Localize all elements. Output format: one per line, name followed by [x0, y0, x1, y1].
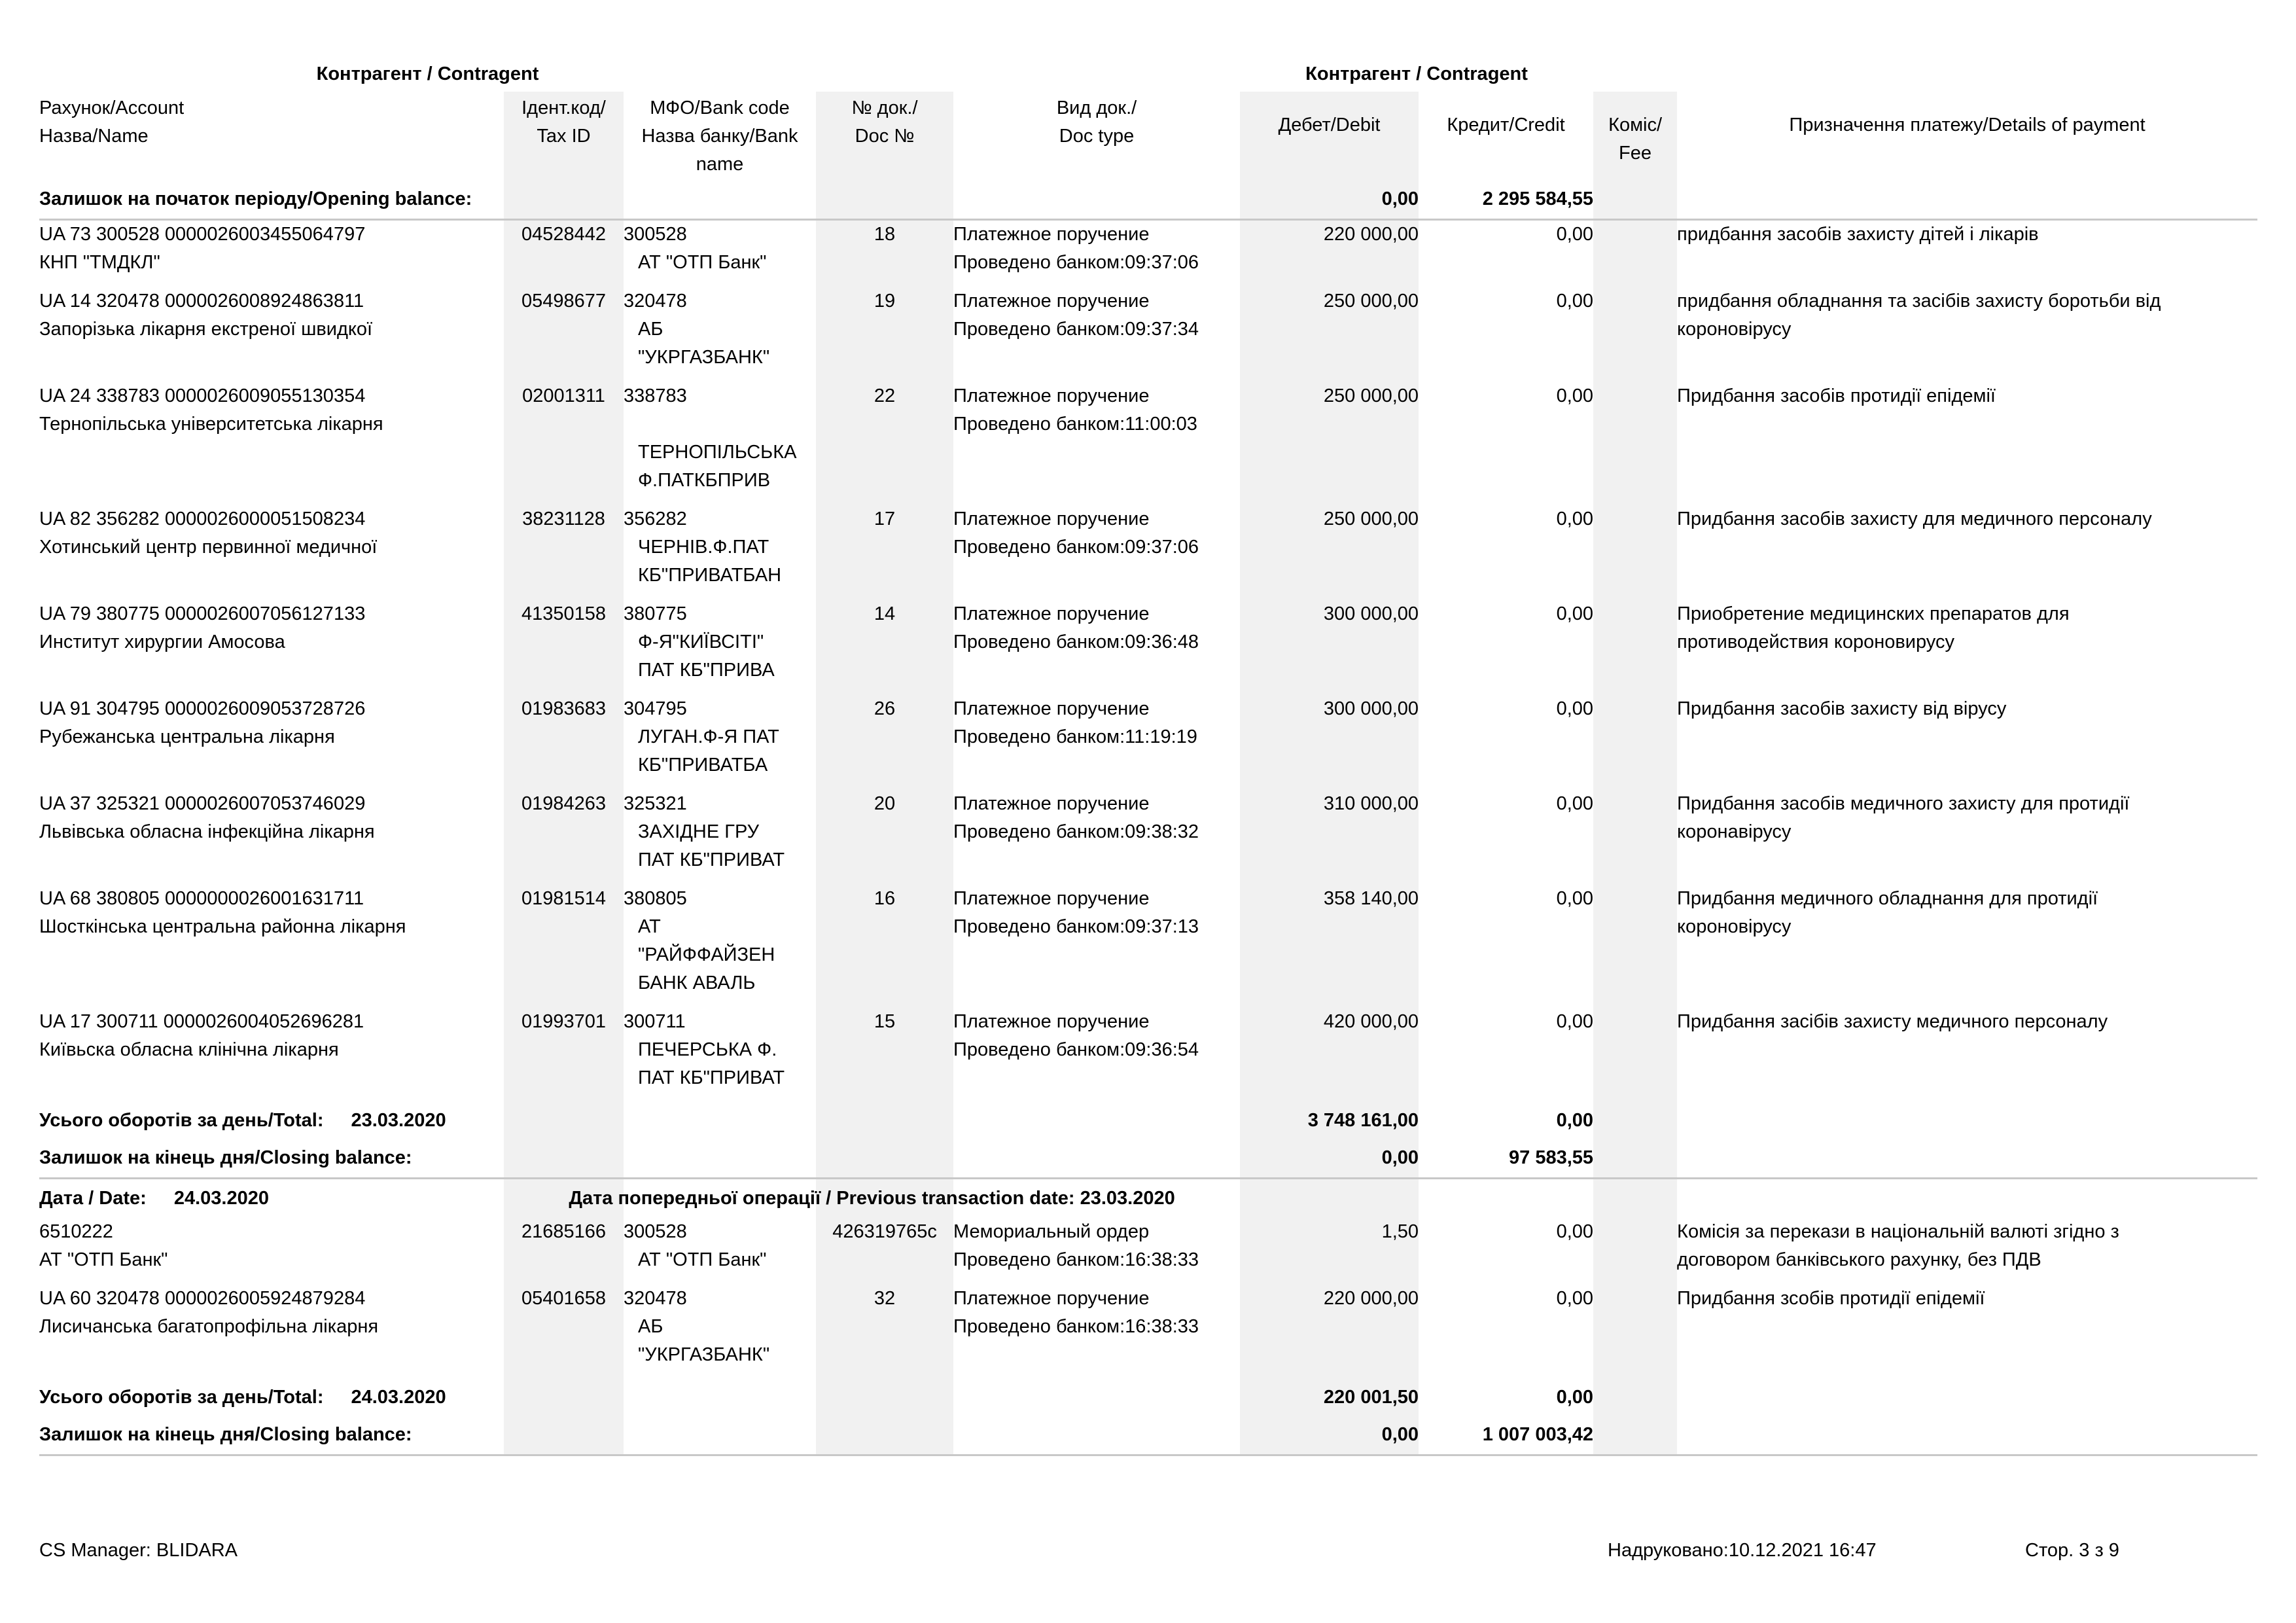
fee-cell — [1593, 1008, 1677, 1103]
tax-id-cell: 01984263 — [521, 793, 607, 814]
closing-balance-credit: 97 583,55 — [1419, 1140, 1593, 1179]
doc-no-cell: 15 — [874, 1011, 896, 1032]
tax-id-cell: 38231128 — [522, 508, 605, 529]
credit-cell: 0,00 — [1556, 888, 1594, 909]
transaction-row — [39, 382, 2257, 505]
credit-column-header: Кредит/Credit — [1447, 115, 1565, 135]
footer-manager: CS Manager: BLIDARA — [39, 1540, 238, 1561]
debit-cell: 220 000,00 — [1323, 1288, 1419, 1309]
account-column-header: Рахунок/Account Назва/Name — [39, 98, 185, 147]
closing-balance-label: Залишок на кінець дня/Closing balance: — [39, 1417, 1240, 1455]
credit-cell: 0,00 — [1556, 698, 1594, 719]
doc-no-cell: 16 — [874, 888, 896, 909]
doc-no-cell: 426319765с — [832, 1221, 937, 1242]
bank-cell: 300711 ПЕЧЕРСЬКА Ф. ПАТ КБ"ПРИВАТ — [624, 1011, 785, 1088]
bank-cell: 320478 АБ "УКРГАЗБАНК" — [624, 1288, 770, 1365]
doc-type-cell: Платежное поручение Проведено банком:09:36:54 — [953, 1011, 1199, 1060]
transaction-row — [39, 1218, 2257, 1285]
credit-cell: 0,00 — [1556, 1288, 1594, 1309]
transaction-row — [39, 885, 2257, 1008]
doc-type-cell: Платежное поручение Проведено банком:16:38:33 — [953, 1288, 1199, 1337]
table-header-section — [39, 60, 2257, 220]
details-cell: Придбання засобів захисту для медичного персоналу — [1677, 508, 2152, 529]
opening-balance-debit: 0,00 — [1240, 183, 1419, 220]
credit-cell: 0,00 — [1556, 385, 1594, 406]
totals-2403-section — [39, 1380, 2257, 1455]
doc-type-cell: Платежное поручение Проведено банком:09:37:06 — [953, 508, 1199, 558]
account-cell: UA 68 380805 0000000026001631711 Шосткінська центральна районна лікарня — [39, 888, 406, 937]
contragent-header-right: Контрагент / Contragent — [1305, 63, 1528, 84]
fee-cell — [1593, 505, 1677, 600]
credit-cell: 0,00 — [1556, 291, 1594, 312]
debit-cell: 220 000,00 — [1323, 224, 1419, 245]
tax-id-cell: 05401658 — [521, 1288, 607, 1309]
doc-no-cell: 18 — [874, 224, 896, 245]
bank-cell: 380775 Ф-Я"КИЇВСІТІ" ПАТ КБ"ПРИВА — [624, 603, 775, 681]
fee-cell — [1593, 1218, 1677, 1285]
account-cell: UA 17 300711 0000026004052696281 Київьска обласна клінічна лікарня — [39, 1011, 364, 1060]
daily-total-label: Усього оборотів за день/Total: — [39, 1387, 324, 1408]
opening-balance-row — [39, 183, 2257, 220]
transaction-row — [39, 790, 2257, 885]
bank-cell: 325321 ЗАХІДНЕ ГРУ ПАТ КБ"ПРИВАТ — [624, 793, 785, 870]
daily-total-debit: 3 748 161,00 — [1307, 1110, 1419, 1131]
statement-table-wrap — [39, 60, 2257, 1456]
footer-page-number: Стор. 3 з 9 — [2025, 1540, 2119, 1561]
account-cell: UA 37 325321 0000026007053746029 Львівська обласна інфекційна лікарня — [39, 793, 375, 842]
doc-type-cell: Платежное поручение Проведено банком:09:37:34 — [953, 291, 1199, 340]
doc-no-cell: 14 — [874, 603, 896, 624]
contragent-header-left: Контрагент / Contragent — [316, 63, 539, 84]
date-label: Дата / Date: — [39, 1188, 147, 1209]
doc-type-cell: Мемориальный ордер Проведено банком:16:38:33 — [953, 1221, 1199, 1270]
transaction-row — [39, 505, 2257, 600]
doc-type-cell: Платежное поручение Проведено банком:11:19:19 — [953, 698, 1197, 747]
column-header-row — [39, 94, 2257, 183]
details-cell: Придбання зсобів протидії епідемії — [1677, 1288, 1985, 1309]
details-cell: придбання обладнання та засібів захисту боротьби від короновірусу — [1677, 291, 2161, 340]
debit-column-header: Дебет/Debit — [1278, 115, 1381, 135]
doc-no-cell: 19 — [874, 291, 896, 312]
fee-cell — [1593, 382, 1677, 505]
debit-cell: 250 000,00 — [1323, 385, 1419, 406]
closing-balance-debit: 0,00 — [1240, 1140, 1419, 1179]
credit-cell: 0,00 — [1556, 793, 1594, 814]
transactions-2403 — [39, 1218, 2257, 1380]
doc-type-cell: Платежное поручение Проведено банком:11:00:03 — [953, 385, 1197, 435]
doctype-column-header: Вид док./ Doc type — [1056, 98, 1137, 147]
bank-cell: 304795 ЛУГАН.Ф-Я ПАТ КБ"ПРИВАТБА — [624, 698, 779, 776]
daily-total-date: 24.03.2020 — [351, 1387, 446, 1408]
totals-2303-section — [39, 1103, 2257, 1218]
debit-cell: 420 000,00 — [1323, 1011, 1419, 1032]
bank-column-header: МФО/Bank code Назва банку/Bank name — [641, 98, 798, 175]
doc-type-cell: Платежное поручение Проведено банком:09:36:48 — [953, 603, 1199, 652]
fee-cell — [1593, 1285, 1677, 1380]
bank-cell: 338783 ТЕРНОПІЛЬСЬКА Ф.ПАТКБПРИВ — [624, 385, 797, 491]
tax-id-cell: 02001311 — [522, 385, 605, 406]
doc-type-cell: Платежное поручение Проведено банком:09:37:13 — [953, 888, 1199, 937]
debit-cell: 1,50 — [1381, 1221, 1419, 1242]
details-cell: Придбання медичного обладнання для протидії короновірусу — [1677, 888, 2098, 937]
date-value: 24.03.2020 — [173, 1188, 269, 1209]
credit-cell: 0,00 — [1556, 1011, 1594, 1032]
debit-cell: 310 000,00 — [1323, 793, 1419, 814]
tax-id-cell: 01993701 — [521, 1011, 607, 1032]
fee-cell — [1593, 885, 1677, 1008]
closing-balance-credit: 1 007 003,42 — [1419, 1417, 1593, 1455]
bank-cell: 380805 АТ "РАЙФФАЙЗЕН БАНК АВАЛЬ — [624, 888, 775, 993]
transaction-row — [39, 1008, 2257, 1103]
closing-balance-row-2303 — [39, 1140, 2257, 1179]
transaction-row — [39, 600, 2257, 695]
details-cell: Комісія за перекази в національній валюті згідно з договором банківського рахунку, без ПДВ — [1677, 1221, 2119, 1270]
date-header-row-2403 — [39, 1179, 2257, 1219]
tax-id-cell: 21685166 — [521, 1221, 607, 1242]
debit-cell: 250 000,00 — [1323, 508, 1419, 529]
tax-column-header: Ідент.код/ Tax ID — [521, 98, 606, 147]
credit-cell: 0,00 — [1556, 508, 1594, 529]
tax-id-cell: 01983683 — [521, 698, 607, 719]
doc-no-cell: 26 — [874, 698, 896, 719]
details-cell: Придбання засобів захисту від вірусу — [1677, 698, 2007, 719]
group-header-row — [39, 60, 2257, 94]
debit-cell: 300 000,00 — [1323, 603, 1419, 624]
closing-balance-label: Залишок на кінець дня/Closing balance: — [39, 1140, 1240, 1179]
doc-type-cell: Платежное поручение Проведено банком:09:37:06 — [953, 224, 1199, 273]
daily-total-row-2403 — [39, 1380, 2257, 1417]
transaction-row — [39, 695, 2257, 790]
account-cell: 6510222 АТ "ОТП Банк" — [39, 1221, 168, 1270]
bank-cell: 356282 ЧЕРНІВ.Ф.ПАТ КБ"ПРИВАТБАН — [624, 508, 782, 586]
details-column-header: Призначення платежу/Details of payment — [1789, 115, 2146, 135]
debit-cell: 358 140,00 — [1323, 888, 1419, 909]
transactions-2303 — [39, 220, 2257, 1103]
daily-total-debit: 220 001,50 — [1323, 1387, 1419, 1408]
credit-cell: 0,00 — [1556, 603, 1594, 624]
opening-balance-label: Залишок на початок періоду/Opening balance: — [39, 183, 624, 220]
details-cell: придбання засобів захисту дітей і лікарів — [1677, 224, 2039, 245]
tax-id-cell: 41350158 — [521, 603, 607, 624]
daily-total-label: Усього оборотів за день/Total: — [39, 1110, 324, 1131]
account-cell: UA 79 380775 0000026007056127133 Институт хирургии Амосова — [39, 603, 366, 652]
fee-cell — [1593, 220, 1677, 288]
tax-id-cell: 01981514 — [521, 888, 607, 909]
credit-cell: 0,00 — [1556, 224, 1594, 245]
details-cell: Придбання засібів захисту медичного персоналу — [1677, 1011, 2108, 1032]
bank-cell: 300528 АТ "ОТП Банк" — [624, 1221, 767, 1270]
transaction-row — [39, 220, 2257, 288]
doc-type-cell: Платежное поручение Проведено банком:09:38:32 — [953, 793, 1199, 842]
doc-column-header: № док./ Doc № — [851, 98, 918, 147]
fee-cell — [1593, 287, 1677, 382]
credit-cell: 0,00 — [1556, 1221, 1594, 1242]
fee-column-header: Коміс/ Fee — [1608, 115, 1663, 164]
bank-cell: 300528 АТ "ОТП Банк" — [624, 224, 767, 273]
doc-no-cell: 17 — [874, 508, 896, 529]
bank-cell: 320478 АБ "УКРГАЗБАНК" — [624, 291, 770, 368]
closing-balance-row-2403 — [39, 1417, 2257, 1455]
opening-balance-credit: 2 295 584,55 — [1419, 183, 1593, 220]
fee-cell — [1593, 600, 1677, 695]
fee-cell — [1593, 790, 1677, 885]
account-cell: UA 60 320478 0000026005924879284 Лисичанська багатопрофільна лікарня — [39, 1288, 379, 1337]
fee-cell — [1593, 695, 1677, 790]
daily-total-row-2303 — [39, 1103, 2257, 1140]
footer-printed-timestamp: Надруковано:10.12.2021 16:47 — [1608, 1540, 1877, 1561]
doc-no-cell: 32 — [874, 1288, 896, 1309]
account-cell: UA 14 320478 0000026008924863811 Запорізька лікарня екстреної швидкої — [39, 291, 373, 340]
account-cell: UA 73 300528 0000026003455064797 КНП "ТМДКЛ" — [39, 224, 366, 273]
account-cell: UA 82 356282 0000026000051508234 Хотинський центр первинної медичної — [39, 508, 378, 558]
tax-id-cell: 04528442 — [521, 224, 607, 245]
account-cell: UA 91 304795 0000026009053728726 Рубежанська центральна лікарня — [39, 698, 366, 747]
debit-cell: 300 000,00 — [1323, 698, 1419, 719]
transaction-row — [39, 287, 2257, 382]
tax-id-cell: 05498677 — [521, 291, 607, 312]
previous-transaction-date: Дата попередньої операції / Previous transaction date: 23.03.2020 — [569, 1188, 1175, 1209]
debit-cell: 250 000,00 — [1323, 291, 1419, 312]
daily-total-credit: 0,00 — [1556, 1110, 1594, 1131]
daily-total-date: 23.03.2020 — [351, 1110, 446, 1131]
daily-total-credit: 0,00 — [1556, 1387, 1594, 1408]
doc-no-cell: 22 — [874, 385, 896, 406]
doc-no-cell: 20 — [874, 793, 896, 814]
details-cell: Придбання засобів медичного захисту для протидії коронавірусу — [1677, 793, 2130, 842]
statement-table — [39, 60, 2257, 1456]
closing-balance-debit: 0,00 — [1240, 1417, 1419, 1455]
account-cell: UA 24 338783 0000026009055130354 Тернопільська університетська лікарня — [39, 385, 383, 435]
details-cell: Придбання засобів протидії епідемії — [1677, 385, 1996, 406]
details-cell: Приобретение медицинских препаратов для противодействия короновирусу — [1677, 603, 2070, 652]
transaction-row — [39, 1285, 2257, 1380]
